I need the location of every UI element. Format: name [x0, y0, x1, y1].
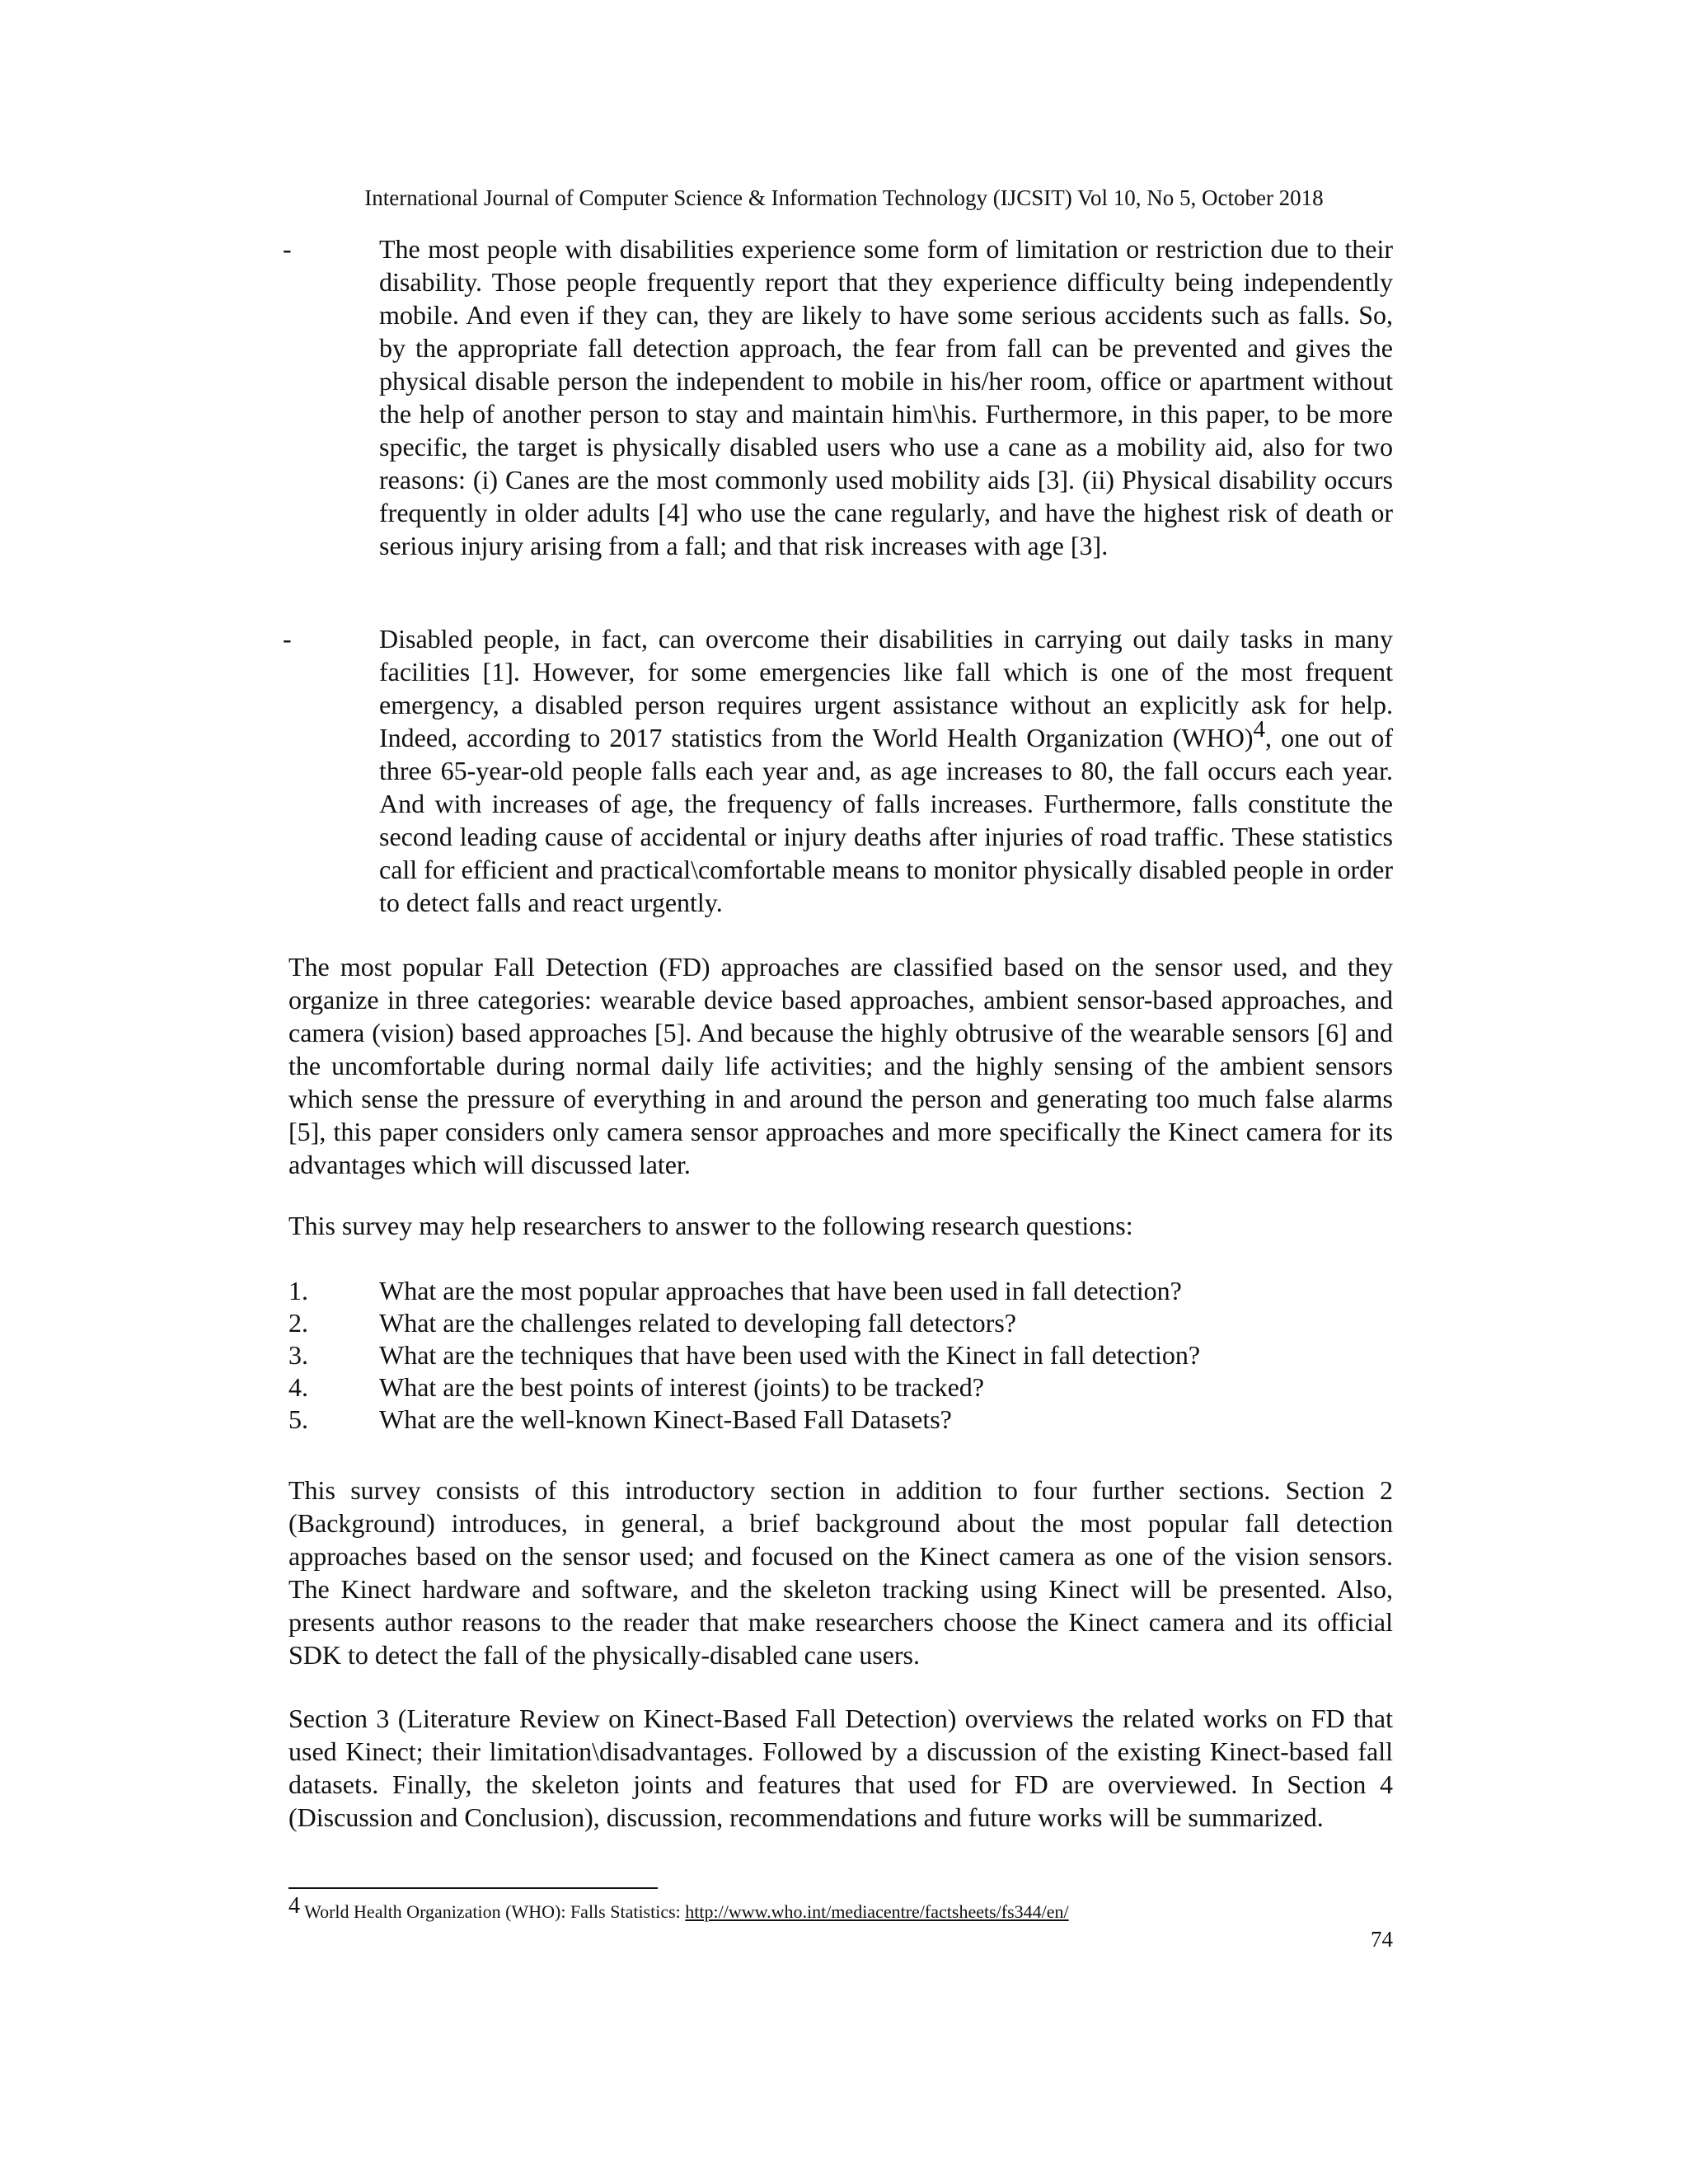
footnote-label: World Health Organization (WHO): Falls Statistics:	[300, 1901, 686, 1922]
bullet-item	[283, 232, 1393, 562]
list-number: 3.	[288, 1340, 308, 1370]
bullet-text: The most people with disabilities experience some form of limitation or restriction due to their disability. Those people frequently report that they experience difficulty being independently mobile. And even if they can, they are likely to have some serious accidents such as falls. So, by the appropriate fall detection approach, the fear from fall can be prevented and gives the physical disable person the independent to mobile in his/her room, office or apartment without the help of another person to stay and maintain him\his. Furthermore, in this paper, to be more specific, the target is physically disabled users who use a cane as a mobility aid, also for two reasons: (i) Canes are the most commonly used mobility aids [3]. (ii) Physical disability occurs frequently in older adults [4] who use the cane regularly, and have the highest risk of death or serious injury arising from a fall; and that risk increases with age [3].	[379, 234, 1393, 560]
page-number: 74	[1371, 1927, 1393, 1952]
paragraph-section3-overview: Section 3 (Literature Review on Kinect-Based Fall Detection) overviews the related works on FD that used Kinect; their limitation\disadvantages. Followed by a discussion of the existing Kinect-based fall datasets. Finally, the skeleton joints and features that used for FD are overviewed. In Section 4 (Discussion and Conclusion), discussion, recommendations and future works will be summarized.	[288, 1704, 1393, 1832]
list-text: What are the techniques that have been used with the Kinect in fall detection?	[379, 1340, 1201, 1370]
footnote-reference[interactable]: 4	[1253, 716, 1266, 743]
footnote	[288, 1893, 1069, 1929]
footnote-link[interactable]: http://www.who.int/mediacentre/factsheets/fs344/en/	[685, 1901, 1069, 1922]
list-text: What are the challenges related to developing fall detectors?	[379, 1308, 1016, 1338]
list-text: What are the well-known Kinect-Based Fall Datasets?	[379, 1404, 952, 1434]
bullet-text	[379, 622, 1393, 919]
bullet-text-part: , one out of three 65-year-old people falls each year and, as age increases to 80, the fall occurs each year. And with increases of age, the frequency of falls increases. Furthermore, falls constitute the second leading cause of accidental or injury deaths after injuries of road traffic. These statistics call for efficient and practical\comfortable means to monitor physically disabled people in order to detect falls and react urgently.	[379, 723, 1393, 917]
paragraph-sections-overview: This survey consists of this introductory section in addition to four further sections. Section 2 (Background) introduces, in general, a brief background about the most popular fall detection approaches based on the sensor used; and focused on the Kinect camera as one of the vision sensors. The Kinect hardware and software, and the skeleton tracking using Kinect will be presented. Also, presents author reasons to the reader that make researchers choose the Kinect camera and its official SDK to detect the fall of the physically-disabled cane users.	[288, 1475, 1393, 1670]
list-text: What are the most popular approaches that have been used in fall detection?	[379, 1276, 1182, 1305]
bullet-marker: -	[283, 234, 292, 264]
bullet-text-part: Disabled people, in fact, can overcome their disabilities in carrying out daily tasks in many facilities [1]. However, for some emergencies like fall which is one of the most frequent emergency, a disabled person requires urgent assistance without an explicitly ask for help. Indeed, according to 2017 statistics from the World Health Organization (WHO)	[379, 624, 1393, 752]
bullet-marker: -	[283, 624, 292, 654]
paragraph-survey-intro: This survey may help researchers to answer to the following research questions:	[288, 1211, 1133, 1240]
list-number: 4.	[288, 1372, 308, 1402]
list-item	[288, 1404, 1393, 1436]
list-item	[288, 1307, 1393, 1339]
list-item	[288, 1339, 1393, 1371]
list-text: What are the best points of interest (joints) to be tracked?	[379, 1372, 984, 1402]
research-question-list	[288, 1275, 1393, 1436]
list-item	[288, 1275, 1393, 1307]
running-header: International Journal of Computer Science & Information Technology (IJCSIT) Vol 10, No 5, October 2018	[364, 185, 1324, 210]
list-number: 5.	[288, 1404, 308, 1434]
bullet-item	[283, 622, 1393, 919]
paragraph-fd-approaches: The most popular Fall Detection (FD) approaches are classified based on the sensor used, and they organize in three categories: wearable device based approaches, ambient sensor-based approaches, and camera (vision) based approaches [5]. And because the highly obtrusive of the wearable sensors [6] and the uncomfortable during normal daily life activities; and the highly sensing of the ambient sensors which sense the pressure of everything in and around the person and generating too much false alarms [5], this paper considers only camera sensor approaches and more specifically the Kinect camera for its advantages which will discussed later.	[288, 952, 1393, 1179]
list-number: 1.	[288, 1276, 308, 1305]
footnote-marker: 4	[288, 1893, 300, 1919]
list-item	[288, 1371, 1393, 1404]
list-number: 2.	[288, 1308, 308, 1338]
footnote-divider	[288, 1887, 658, 1889]
